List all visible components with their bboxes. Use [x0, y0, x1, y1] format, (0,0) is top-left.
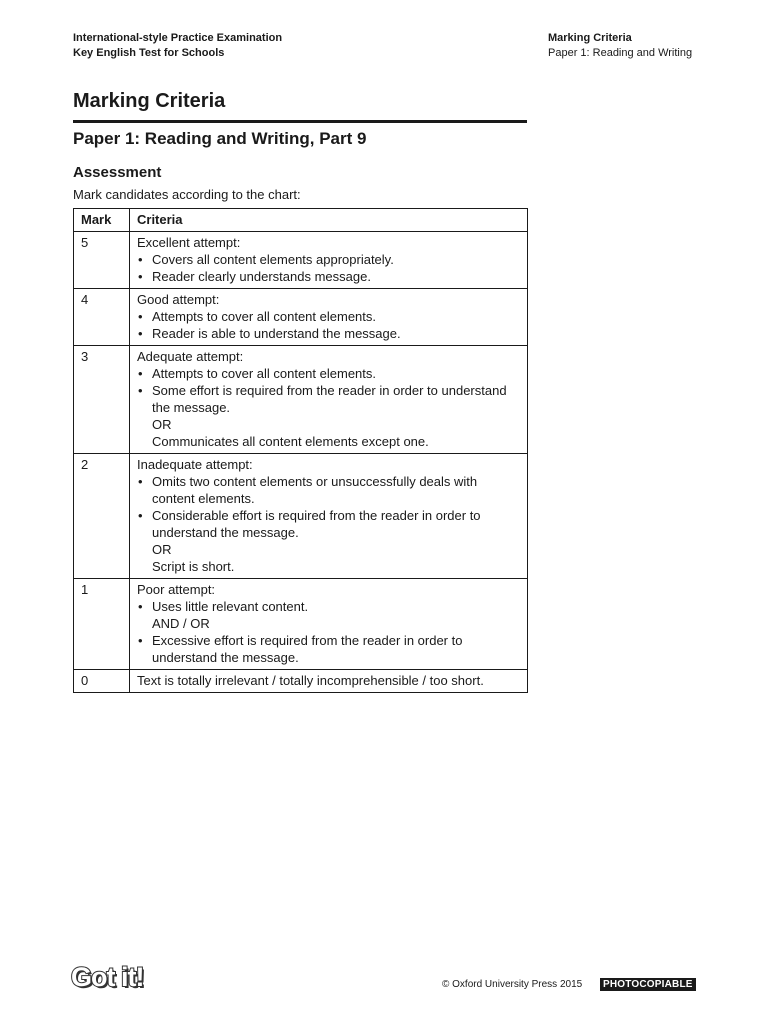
criteria-lead: Adequate attempt:	[137, 349, 244, 364]
criteria-alternative: Script is short.	[152, 559, 235, 574]
criteria-bullet: • Uses little relevant content.	[138, 599, 309, 614]
table-row	[74, 346, 528, 454]
header-section: Marking Criteria	[548, 32, 632, 44]
criteria-bullet: • Considerable effort is required from the reader in order to understand the message.	[138, 508, 481, 540]
table-row	[74, 670, 528, 693]
mark-cell: 0	[74, 670, 130, 693]
header-paper: Paper 1: Reading and Writing	[548, 47, 693, 59]
title-rule	[73, 120, 527, 123]
criteria-lead: Poor attempt:	[137, 582, 216, 597]
header-right	[548, 31, 692, 61]
criteria-bullet: • Attempts to cover all content elements.	[138, 309, 376, 324]
table-row	[74, 232, 528, 289]
mark-cell: 4	[74, 289, 130, 346]
criteria-cell	[130, 346, 528, 454]
header-left	[73, 31, 282, 61]
criteria-lead: Text is totally irrelevant / totally incomprehensible / too short.	[137, 673, 484, 688]
criteria-alternative: Communicates all content elements except one.	[152, 434, 429, 449]
page-subtitle: Paper 1: Reading and Writing, Part 9	[73, 129, 367, 148]
criteria-or: OR	[152, 542, 172, 557]
criteria-cell	[130, 579, 528, 670]
table-row	[74, 289, 528, 346]
criteria-column-header: Criteria	[130, 209, 528, 232]
mark-cell: 3	[74, 346, 130, 454]
copyright-notice: © Oxford University Press 2015	[442, 979, 583, 990]
exam-subtitle: Key English Test for Schools	[73, 47, 225, 59]
criteria-lead: Inadequate attempt:	[137, 457, 253, 472]
criteria-lead: Excellent attempt:	[137, 235, 241, 250]
criteria-cell	[130, 232, 528, 289]
criteria-cell	[130, 670, 528, 693]
table-row	[74, 579, 528, 670]
got-it-logo: Got it!	[71, 962, 144, 992]
mark-column-header: Mark	[74, 209, 130, 232]
mark-cell: 2	[74, 454, 130, 579]
criteria-lead: Good attempt:	[137, 292, 220, 307]
criteria-cell	[130, 289, 528, 346]
photocopiable-badge: PHOTOCOPIABLE	[600, 978, 696, 991]
criteria-cell	[130, 454, 528, 579]
criteria-and-or: AND / OR	[152, 616, 210, 631]
marking-criteria-table	[73, 208, 528, 693]
criteria-bullet: • Some effort is required from the reader in order to understand the message.	[138, 383, 507, 415]
table-header-row	[74, 209, 528, 232]
mark-cell: 1	[74, 579, 130, 670]
criteria-bullet: • Covers all content elements appropriately.	[138, 252, 394, 267]
exam-title: International-style Practice Examination	[73, 32, 283, 44]
intro-text: Mark candidates according to the chart:	[73, 187, 301, 202]
criteria-bullet: • Omits two content elements or unsuccessfully deals with content elements.	[138, 474, 478, 506]
section-heading: Assessment	[73, 164, 162, 181]
criteria-bullet: • Reader is able to understand the message.	[138, 326, 401, 341]
criteria-bullet: • Attempts to cover all content elements.	[138, 366, 376, 381]
table-row	[74, 454, 528, 579]
criteria-bullet: • Reader clearly understands message.	[138, 269, 371, 284]
criteria-bullet: • Excessive effort is required from the reader in order to understand the message.	[138, 633, 463, 665]
criteria-or: OR	[152, 417, 172, 432]
page-title: Marking Criteria	[73, 90, 226, 112]
mark-cell: 5	[74, 232, 130, 289]
